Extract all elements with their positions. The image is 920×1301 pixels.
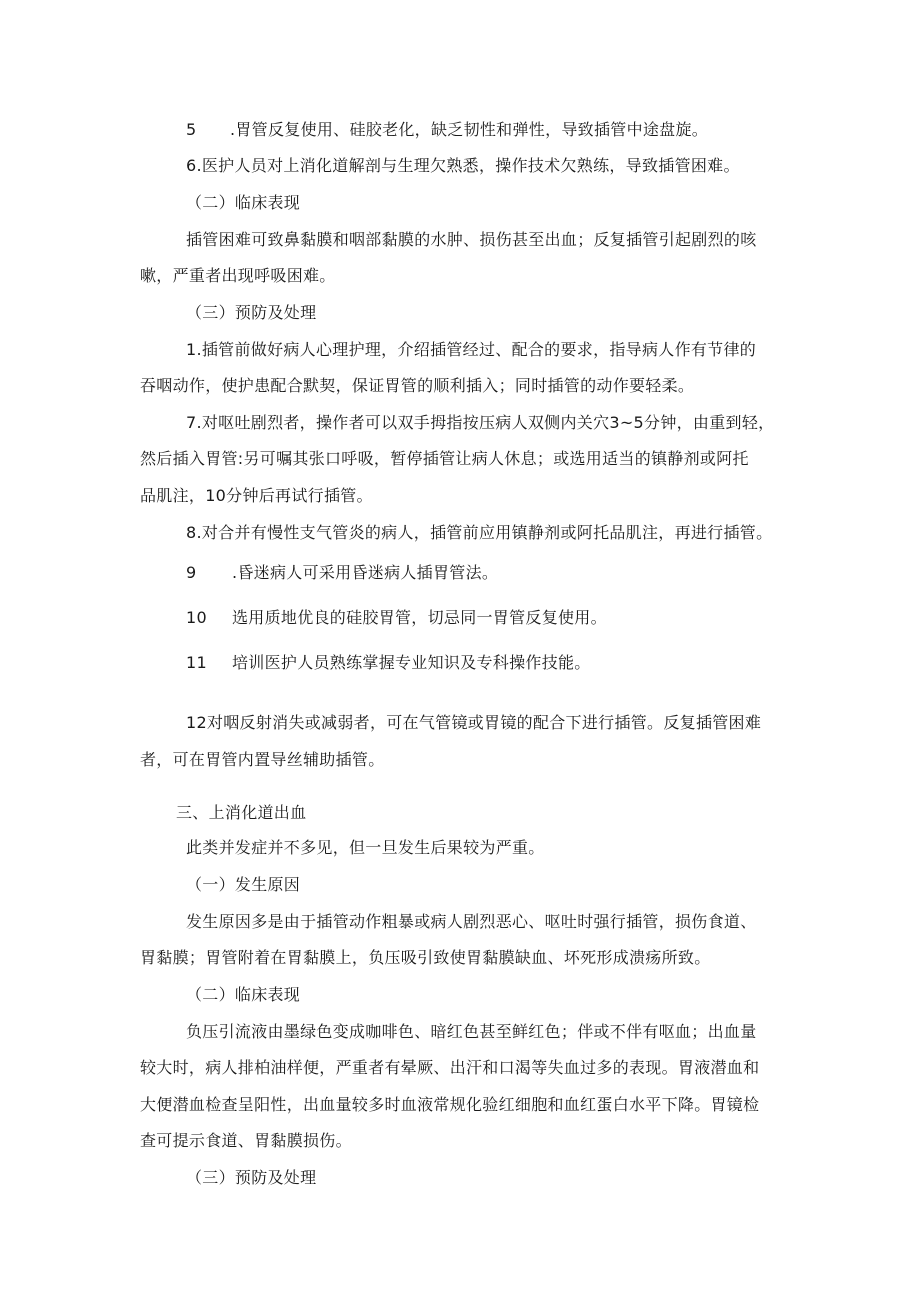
paragraph-line: 大便潜血检查呈阳性，出血量较多时血液常规化验红细胞和血红蛋白水平下降。胃镜检 <box>140 1095 760 1114</box>
list-item-5 <box>186 112 708 147</box>
list-text: .昏迷病人可采用昏迷病人插胃管法。 <box>232 563 499 582</box>
list-item-11 <box>186 645 591 680</box>
section-heading: （一）发生原因 <box>186 875 301 894</box>
paragraph-line: 发生原因多是由于插管动作粗暴或病人剧烈恶心、呕吐时强行插管，损伤食道、 <box>186 912 757 931</box>
chapter-heading: 三、上消化道出血 <box>176 803 307 822</box>
paragraph-line: 插管困难可致鼻黏膜和咽部黏膜的水肿、损伤甚至出血；反复插管引起剧烈的咳 <box>186 230 757 249</box>
paragraph-line: 较大时，病人排柏油样便，严重者有晕厥、出汗和口渴等失血过多的表现。胃液潜血和 <box>140 1058 760 1077</box>
section-heading: （三）预防及处理 <box>186 1168 317 1187</box>
section-heading: （二）临床表现 <box>186 193 301 212</box>
section-heading: （二）临床表现 <box>186 985 301 1004</box>
paragraph-line: 品肌注，10分钟后再试行插管。 <box>140 486 373 505</box>
paragraph-line: 7.对呕吐剧烈者，操作者可以双手拇指按压病人双侧内关穴3~5分钟，由重到轻， <box>186 413 775 432</box>
list-number: 10 <box>186 608 207 627</box>
paragraph-line: 吞咽动作，使护患配合默契，保证胃管的顺利插入；同时插管的动作要轻柔。 <box>140 376 695 395</box>
list-item-6: 6.医护人员对上消化道解剖与生理欠熟悉，操作技术欠熟练，导致插管困难。 <box>186 156 740 175</box>
list-number: 9 <box>186 563 197 582</box>
paragraph-line: 查可提示食道、胃黏膜损伤。 <box>140 1131 352 1150</box>
paragraph-line: 嗽，严重者出现呼吸困难。 <box>140 266 336 285</box>
paragraph-line: 1.插管前做好病人心理护理，介绍插管经过、配合的要求，指导病人作有节律的 <box>186 340 757 359</box>
paragraph-line: 然后插入胃管:另可嘱其张口呼吸，暂停插管让病人休息；或选用适当的镇静剂或阿托 <box>140 449 749 468</box>
list-text: 培训医护人员熟练掌握专业知识及专科操作技能。 <box>232 653 591 672</box>
paragraph-line: 负压引流液由墨绿色变成咖啡色、暗红色甚至鲜红色；伴或不伴有呕血；出血量 <box>186 1022 757 1041</box>
paragraph-line: 胃黏膜；胃管附着在胃黏膜上，负压吸引致使胃黏膜缺血、坏死形成溃疡所致。 <box>140 948 711 967</box>
section-heading: （三）预防及处理 <box>186 303 317 322</box>
list-text: 选用质地优良的硅胶胃管，切忌同一胃管反复使用。 <box>232 608 607 627</box>
list-number: 5 <box>186 120 197 139</box>
paragraph-line: 者，可在胃管内置导丝辅助插管。 <box>140 750 385 769</box>
paragraph-line: 8.对合并有慢性支气管炎的病人，插管前应用镇静剂或阿托品肌注，再进行插管。 <box>186 523 773 542</box>
list-text: .胃管反复使用、硅胶老化，缺乏韧性和弹性，导致插管中途盘旋。 <box>230 120 709 139</box>
list-item-9 <box>186 555 498 590</box>
list-number: 11 <box>186 653 207 672</box>
list-item-10 <box>186 600 607 635</box>
paragraph-line: 此类并发症并不多见，但一旦发生后果较为严重。 <box>186 838 545 857</box>
paragraph-line: 12对咽反射消失或减弱者，可在气管镜或胃镜的配合下进行插管。反复插管困难 <box>186 713 762 732</box>
